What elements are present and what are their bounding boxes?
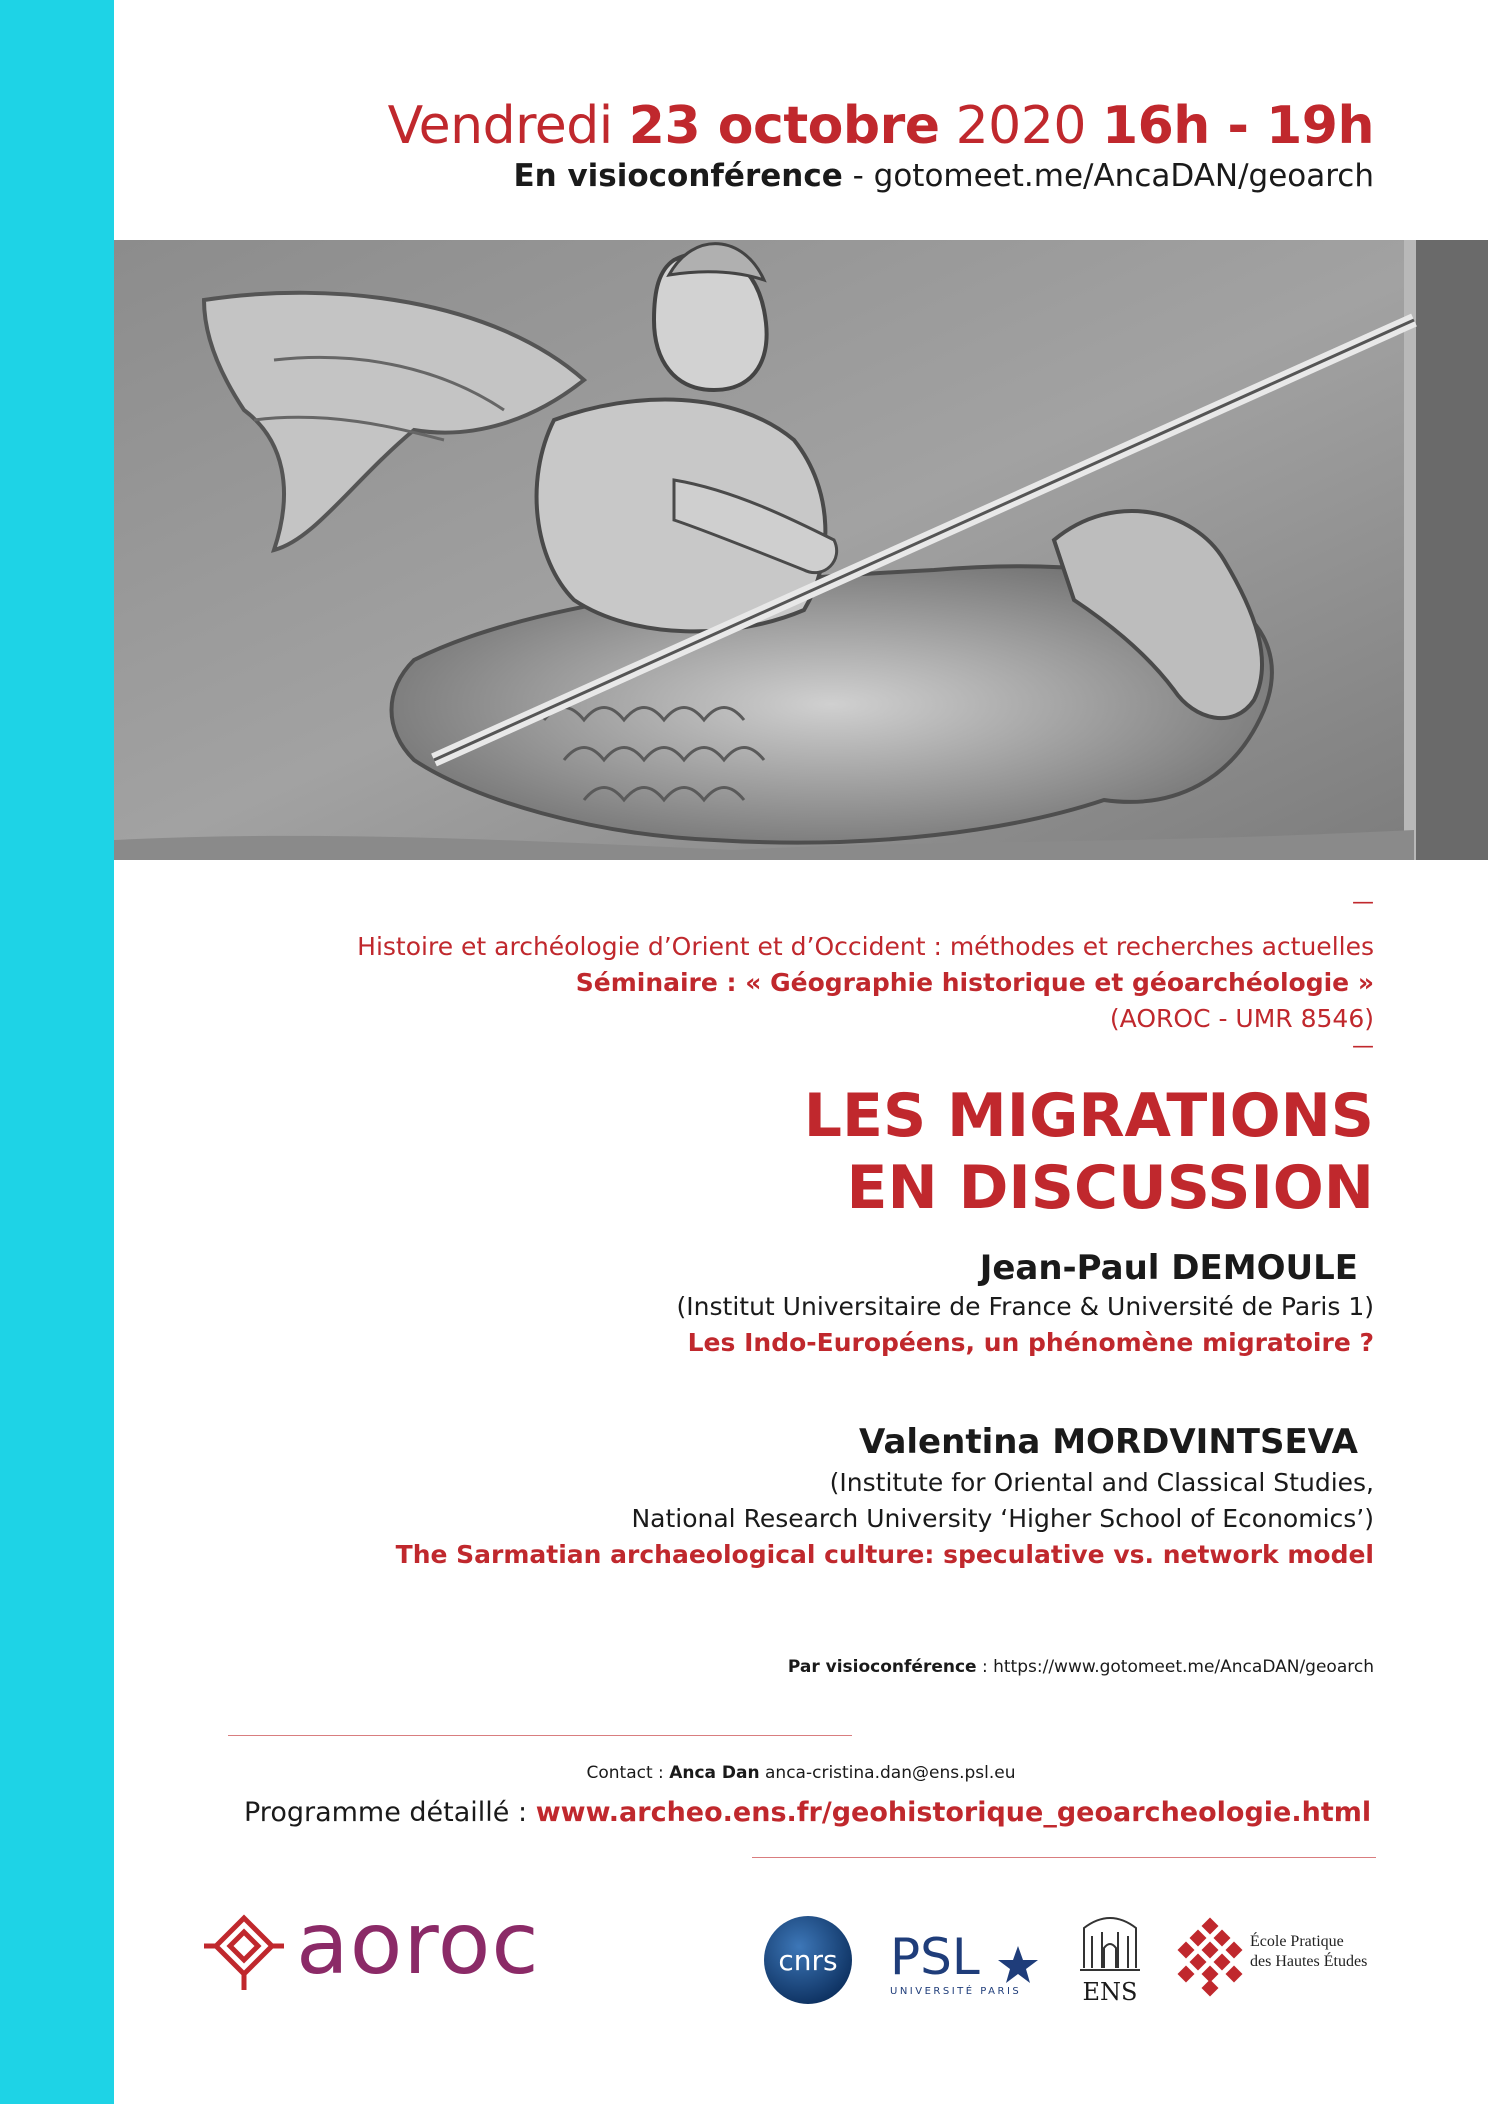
visio-link[interactable]: gotomeet.me/AncaDAN/geoarch [873, 158, 1374, 194]
ephe-name-line-2: des Hautes Études [1250, 1953, 1368, 1970]
date-year: 2020 [955, 96, 1086, 156]
visio-footer-line [788, 1657, 1374, 1677]
aoroc-wordmark: aoroc [296, 1894, 540, 1994]
psl-logo [890, 1922, 1040, 2002]
speaker-2-talk-title: The Sarmatian archaeological culture: speculative vs. network model [395, 1540, 1374, 1569]
program-line [244, 1797, 1371, 1828]
divider-dash-top: — [1352, 890, 1374, 915]
main-title [804, 1080, 1374, 1224]
main-title-line-2: EN DISCUSSION [846, 1153, 1374, 1223]
contact-email[interactable]: anca-cristina.dan@ens.psl.eu [759, 1763, 1016, 1783]
date-weekday: Vendredi [387, 96, 613, 156]
program-url-link[interactable]: www.archeo.ens.fr/geohistorique_geoarcheologie.html [535, 1797, 1372, 1828]
visio-line [513, 158, 1374, 194]
contact-label: Contact : [586, 1763, 670, 1783]
visio-footer-url[interactable]: https://www.gotomeet.me/AncaDAN/geoarch [993, 1657, 1374, 1677]
psl-star-icon [998, 1946, 1038, 1983]
speaker-2-name: Valentina MORDVINTSEVA [859, 1422, 1358, 1462]
ephe-diamond-icon [1170, 1912, 1250, 2002]
side-color-bar [0, 0, 114, 2104]
speaker-2-affiliation-line-2: National Research University ‘Higher School of Economics’) [631, 1504, 1374, 1533]
date-day-month: 23 octobre [628, 96, 940, 156]
contact-name: Anca Dan [669, 1763, 760, 1783]
seminar-title: Séminaire : « Géographie historique et géoarchéologie » [575, 968, 1374, 997]
research-unit: (AOROC - UMR 8546) [1109, 1004, 1374, 1033]
speaker-1-name: Jean-Paul DEMOULE [979, 1248, 1358, 1288]
speaker-1-talk-title: Les Indo-Européens, un phénomène migratoire ? [687, 1328, 1374, 1357]
relief-photo [114, 240, 1488, 860]
visio-separator: - [842, 158, 874, 194]
aoroc-pen-icon [196, 1896, 292, 1996]
ephe-name-line-1: École Pratique [1250, 1933, 1344, 1950]
psl-wordmark: PSL [890, 1928, 980, 1986]
cnrs-logo [762, 1914, 854, 2006]
psl-subtitle: UNIVERSITÉ PARIS [890, 1986, 1022, 1997]
ens-wordmark: ENS [1082, 1978, 1138, 2006]
divider-rule-lower [752, 1857, 1376, 1858]
aoroc-logo [196, 1896, 636, 2006]
ens-logo [1074, 1908, 1146, 2008]
visio-footer-label: Par visioconférence [787, 1657, 977, 1677]
main-title-line-1: LES MIGRATIONS [803, 1081, 1374, 1151]
divider-dash-bottom: — [1352, 1034, 1374, 1059]
visio-label: En visioconférence [513, 158, 843, 194]
contact-line [0, 1763, 1488, 1783]
event-time: 16h - 19h [1101, 96, 1374, 156]
ephe-logo [1170, 1912, 1390, 2002]
program-label: Programme détaillé : [244, 1797, 536, 1828]
visio-footer-separator: : [976, 1657, 994, 1677]
speaker-1-affiliation: (Institut Universitaire de France & Université de Paris 1) [676, 1292, 1374, 1321]
series-title: Histoire et archéologie d’Orient et d’Occident : méthodes et recherches actuelles [357, 932, 1374, 961]
cnrs-wordmark: cnrs [778, 1944, 838, 1977]
ens-building-icon [1080, 1918, 1140, 1970]
event-date-line [388, 96, 1374, 156]
speaker-2-affiliation-line-1: (Institute for Oriental and Classical Studies, [829, 1468, 1374, 1497]
divider-rule-upper [228, 1735, 852, 1736]
